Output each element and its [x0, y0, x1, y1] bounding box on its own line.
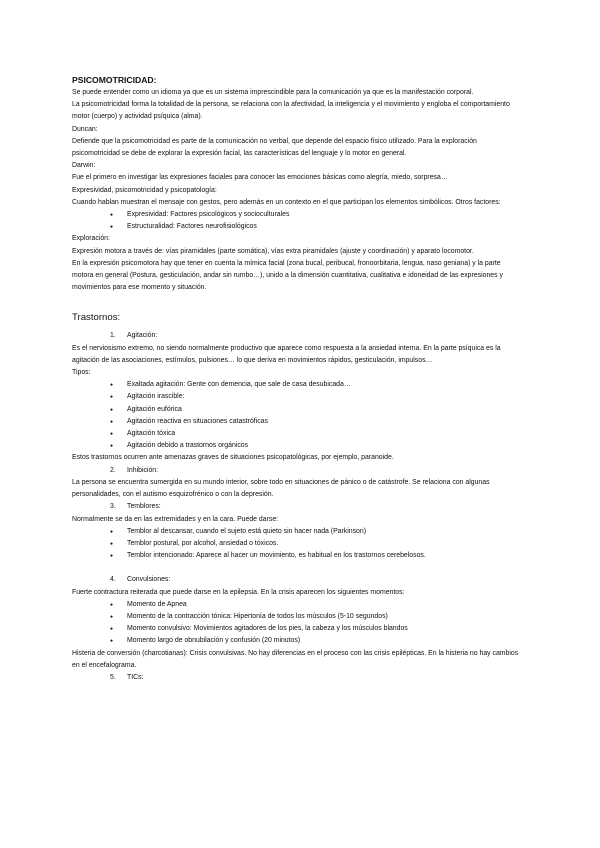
agitacion-text: Es el nerviosismo extremo, no siendo normalmente productivo que aparece como respuesta a la ansiedad interna. En la parte psíquica es la agitación de las asociaciones, estímulos, pulsiones… lo que deriva en movimientos rápidos, gesticulación, impulsos… [72, 344, 501, 364]
list-item: ● Momento de Apnea [72, 599, 522, 611]
page-title: PSICOMOTRICIDAD: [72, 75, 157, 85]
temblores-list [72, 526, 522, 563]
list-item: ● Expresividad: Factores psicológicos y socioculturales [72, 209, 522, 221]
tics-item [72, 672, 522, 684]
agitacion-footer: Estos trastornos ocurren ante amenazas graves de situaciones psicopatológicas, por ejemplo, paranoide. [72, 454, 394, 462]
list-item: ● Momento convulsivo: Movimientos agitadores de los pies, la cabeza y los músculos blandos [72, 623, 522, 635]
item-number: 3. [110, 503, 116, 511]
darwin-text: Fue el primero en investigar las expresiones faciales para conocer las emociones básicas como alegría, miedo, sorpresa… [72, 174, 448, 182]
darwin-heading: Darwin: [72, 162, 96, 170]
list-item: ● Agitación irascible: [72, 391, 522, 403]
temblores-text: Normalmente se da en las extremidades y en la cara. Puede darse: [72, 515, 279, 523]
convulsiones-footer: Histeria de conversión (charcotianas): Crisis convulsivas. No hay diferencias en el proceso con las crisis epilépticas. En la histeria no hay cambios en el encefalograma. [72, 649, 519, 669]
agitacion-item [72, 330, 522, 342]
list-item: ● Temblor al descansar, cuando el sujeto está quieto sin hacer nada (Parkinson) [72, 526, 522, 538]
spacer [72, 562, 522, 574]
list-item: ● Temblor intencionado: Aparece al hacer un movimiento, es habitual en los trastornos cerebelosos. [72, 550, 522, 562]
item-label: Convulsiones: [127, 576, 171, 584]
list-item: ● Momento de la contracción tónica: Hipertonía de todos los músculos (5-10 segundos) [72, 611, 522, 623]
exploracion-heading: Exploración: [72, 235, 110, 243]
list-item: ● Estructuralidad: Factores neurofisiológicos [72, 221, 522, 233]
item-label: Agitación: [127, 332, 158, 340]
list-item: ● Exaltada agitación: Gente con demencia, que sale de casa desubicada… [72, 379, 522, 391]
item-label: TICs: [127, 673, 144, 681]
convulsiones-item [72, 574, 522, 586]
convulsiones-text: Fuerte contractura reiterada que puede darse en la epilepsia. En la crisis aparecen los siguientes momentos: [72, 588, 405, 596]
item-label: Inhibición: [127, 466, 159, 474]
expresividad-text: Cuando hablan muestran el mensaje con gestos, pero además en un contexto en el que participan los elementos simbólicos. Otros factores: [72, 198, 501, 206]
document-body [72, 74, 522, 684]
item-number: 2. [110, 466, 116, 474]
expresividad-list [72, 209, 522, 233]
list-item: ● Agitación eufórica [72, 404, 522, 416]
inhibicion-item [72, 465, 522, 477]
exploracion-paragraph-2: En la expresión psicomotora hay que tener en cuenta la mímica facial (zona bucal, peribucal, fronoorbitaria, lengua, naso geniana) y la parte motora en general (Postura, gesticulación, andar sin rumbo…), unido a la dimensión cuantitativa, cualitativa e idoneidad de las expresiones y movimientos para ese momento y situación. [72, 259, 503, 292]
list-item: ● Agitación debido a trastornos orgánicos [72, 440, 522, 452]
list-item: ● Momento largo de obnubilación y confusión (20 minutos) [72, 635, 522, 647]
duncan-text: Defiende que la psicomotricidad es parte de la comunicación no verbal, que depende del espacio físico utilizado. Para la exploración psicomotricidad se debe de explorar la expresión facial, las características del lenguaje y lo motor en general. [72, 137, 477, 158]
list-item: ● Temblor postural, por alcohol, ansiedad o tóxicos. [72, 538, 522, 550]
list-item: ● Agitación tóxica [72, 428, 522, 440]
item-number: 4. [110, 576, 116, 584]
intro-paragraph-2: La psicomotricidad forma la totalidad de la persona, se relaciona con la afectividad, la inteligencia y el movimiento y engloba el comportamiento motor (cuerpo) y actividad psíquica (alma). [72, 101, 510, 121]
inhibicion-text: La persona se encuentra sumergida en su mundo interior, sobre todo en situaciones de pánico o de catástrofe. Se relaciona con algunas personalidades, con el autismo esquizofrénico o con la depresión. [72, 478, 490, 499]
temblores-item [72, 501, 522, 513]
convulsiones-list [72, 599, 522, 648]
list-item: ● Agitación reactiva en situaciones catastróficas [72, 416, 522, 428]
tipos-list [72, 379, 522, 452]
item-number: 1. [110, 332, 116, 340]
intro-paragraph-1: Se puede entender como un idioma ya que es un sistema imprescindible para la comunicación ya que es la manifestación corporal. [72, 89, 474, 96]
exploracion-paragraph-1: Expresión motora a través de: vías piramidales (parte somática), vías extra piramidales (ajuste y coordinación) y aparato locomotor. [72, 247, 474, 255]
trastornos-heading: Trastornos: [72, 312, 121, 324]
item-number: 5. [110, 673, 116, 681]
tipos-label: Tipos: [72, 369, 91, 377]
duncan-heading: Duncan: [72, 125, 98, 133]
expresividad-heading: Expresividad, psicomotricidad y psicopatología: [72, 186, 217, 194]
item-label: Temblores: [127, 503, 161, 511]
